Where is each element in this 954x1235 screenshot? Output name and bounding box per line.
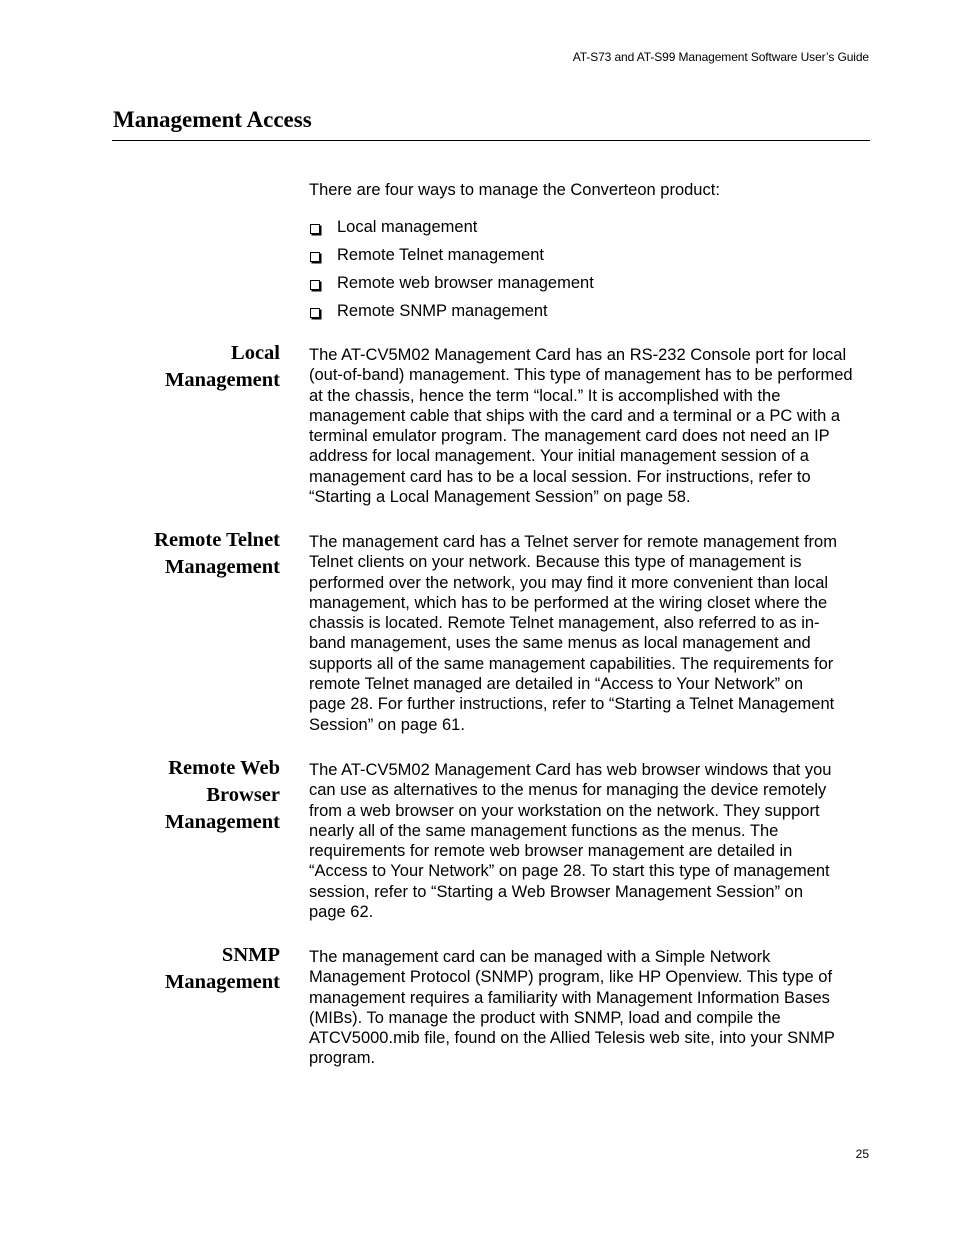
text-line: page 28. For further instructions, refer to “Starting a Telnet Management: [309, 695, 835, 714]
checkbox-square-icon: [310, 280, 320, 290]
page-title: Management Access: [113, 107, 312, 132]
text-line: at the chassis, hence the term “local.” It is accomplished with the: [309, 386, 781, 405]
text-line: (MIBs). To manage the product with SNMP, load and compile the: [309, 1008, 781, 1027]
text-line: management card has to be a local session. For instructions, refer to: [309, 467, 811, 486]
title-divider: [112, 140, 870, 141]
text-line: remote Telnet managed are detailed in “Access to Your Network” on: [309, 675, 804, 694]
section-body-remote-telnet-management: [309, 532, 879, 735]
text-line: nearly all of the same management functions as the menus. The: [309, 821, 779, 840]
list-item-label: Remote Telnet management: [337, 246, 544, 264]
list-item: [309, 245, 594, 273]
text-line: chassis is located. Remote Telnet management, also referred to as in-: [309, 614, 820, 633]
text-line: can use as alternatives to the menus for managing the device remotely: [309, 781, 827, 800]
text-line: program.: [309, 1049, 376, 1068]
heading-line: Management: [164, 556, 280, 578]
list-item: [309, 217, 594, 245]
text-line: address for local management. Your initial management session of a: [309, 447, 809, 466]
checkbox-square-icon: [310, 224, 320, 234]
section-heading-remote-web-browser-management: [80, 755, 280, 836]
section-body-local-management: [309, 345, 879, 507]
page-number: 25: [855, 1147, 869, 1161]
text-line: The management card can be managed with a Simple Network: [309, 948, 771, 966]
section-heading-local-management: [80, 340, 280, 394]
heading-line: Management: [164, 971, 280, 993]
heading-line: Management: [164, 811, 280, 833]
list-item-label: Remote SNMP management: [337, 302, 548, 320]
heading-line: Local: [231, 342, 280, 364]
section-body-remote-web-browser-management: [309, 760, 879, 922]
text-line: The AT-CV5M02 Management Card has an RS-232 Console port for local: [309, 346, 847, 364]
text-line: page 62.: [309, 903, 374, 922]
text-line: Session” on page 61.: [309, 715, 465, 734]
text-line: “Starting a Local Management Session” on page 58.: [309, 488, 691, 507]
text-line: The AT-CV5M02 Management Card has web browser windows that you: [309, 761, 832, 779]
text-line: supports all of the same management capabilities. The requirements for: [309, 654, 834, 673]
text-line: performed over the network, you may find it more convenient than local: [309, 573, 829, 592]
heading-line: Browser: [206, 784, 280, 806]
text-line: The management card has a Telnet server for remote management from: [309, 533, 837, 551]
text-line: session, refer to “Starting a Web Browser Management Session” on: [309, 882, 804, 901]
section-body-snmp-management: [309, 947, 879, 1069]
text-line: management requires a familiarity with Management Information Bases: [309, 988, 830, 1007]
list-item: [309, 273, 594, 301]
section-heading-snmp-management: [80, 942, 280, 996]
heading-line: Remote Web: [168, 757, 280, 779]
text-line: “Access to Your Network” on page 28. To start this type of management: [309, 862, 830, 881]
management-methods-list: [309, 217, 594, 329]
list-item: [309, 301, 594, 329]
text-line: management, which has to be performed at the wiring closet where the: [309, 593, 828, 612]
heading-line: SNMP: [221, 944, 280, 966]
running-header: AT-S73 and AT-S99 Management Software User’s Guide: [572, 50, 869, 64]
heading-line: Remote Telnet: [154, 529, 280, 551]
text-line: requirements for remote web browser management are detailed in: [309, 842, 793, 861]
section-heading-remote-telnet-management: [80, 527, 280, 581]
intro-paragraph: There are four ways to manage the Converteon product:: [309, 181, 720, 199]
text-line: (out-of-band) management. This type of management has to be performed: [309, 366, 853, 385]
list-item-label: Remote web browser management: [337, 274, 594, 292]
text-line: Telnet clients on your network. Because this type of management is: [309, 553, 802, 572]
checkbox-square-icon: [310, 252, 320, 262]
text-line: band management, uses the same menus as local management and: [309, 634, 811, 653]
list-item-label: Local management: [337, 218, 478, 236]
heading-line: Management: [164, 369, 280, 391]
text-line: management cable that ships with the card and a terminal or a PC with a: [309, 406, 841, 425]
text-line: ATCV5000.mib file, found on the Allied Telesis web site, into your SNMP: [309, 1029, 835, 1048]
text-line: terminal emulator program. The management card does not need an IP: [309, 427, 830, 446]
text-line: Management Protocol (SNMP) program, like HP Openview. This type of: [309, 968, 833, 987]
text-line: from a web browser on your workstation on the network. They support: [309, 801, 820, 820]
checkbox-square-icon: [310, 308, 320, 318]
